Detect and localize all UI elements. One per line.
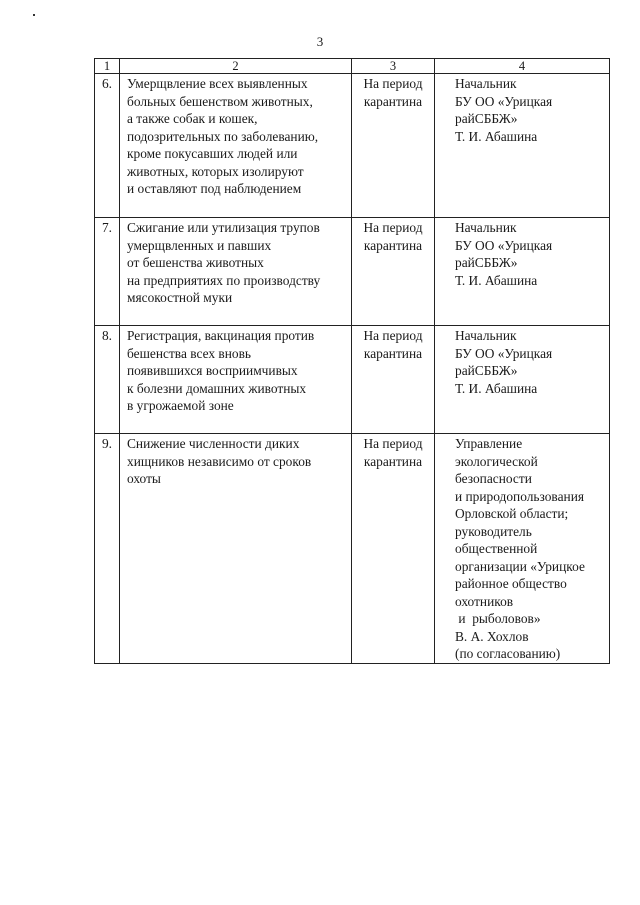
text-line: (по согласованию) bbox=[455, 646, 561, 661]
row-number: 6. bbox=[95, 74, 120, 218]
text-line: Начальник bbox=[455, 220, 517, 235]
text-line: и оставляют под наблюдением bbox=[127, 181, 302, 196]
text-line: и рыболовов» bbox=[455, 611, 541, 626]
text-line: На период bbox=[363, 76, 423, 91]
text-line: Сжигание или утилизация трупов bbox=[127, 220, 320, 235]
text-line: Умерщвление всех выявленных bbox=[127, 76, 308, 91]
text-line: общественной bbox=[455, 541, 538, 556]
text-line: а также собак и кошек, bbox=[127, 111, 258, 126]
text-line: безопасности bbox=[455, 471, 532, 486]
text-line: карантина bbox=[363, 453, 423, 469]
header-col-4: 4 bbox=[435, 59, 610, 74]
text-line: На период bbox=[363, 220, 423, 235]
text-line: БУ ОО «Урицкая bbox=[455, 345, 553, 361]
text-line: На период bbox=[363, 436, 423, 451]
responsible-party bbox=[435, 218, 610, 326]
text-line: подозрительных по заболеванию, bbox=[127, 128, 319, 144]
text-line: Орловской области; bbox=[455, 506, 569, 521]
text-line: В. А. Хохлов bbox=[455, 628, 529, 644]
table-row bbox=[95, 74, 610, 218]
header-col-2: 2 bbox=[120, 59, 352, 74]
measure-description bbox=[120, 74, 352, 218]
text-line: в угрожаемой зоне bbox=[127, 398, 234, 413]
text-line: охоты bbox=[127, 471, 161, 486]
measure-term bbox=[352, 326, 435, 434]
text-line: мясокостной муки bbox=[127, 290, 233, 305]
scan-speck bbox=[33, 14, 35, 16]
page-number: 3 bbox=[316, 34, 324, 49]
responsible-party bbox=[435, 74, 610, 218]
text-line: кроме покусавших людей или bbox=[127, 146, 298, 161]
text-line: БУ ОО «Урицкая bbox=[455, 93, 553, 109]
table-header-row bbox=[95, 59, 610, 74]
text-line: Снижение численности диких bbox=[127, 436, 300, 451]
text-line: райСББЖ» bbox=[455, 363, 518, 378]
measures-table bbox=[94, 58, 610, 664]
text-line: организации «Урицкое bbox=[455, 558, 585, 574]
text-line: Т. И. Абашина bbox=[455, 128, 538, 144]
text-line: хищников независимо от сроков bbox=[127, 453, 312, 469]
row-number: 7. bbox=[95, 218, 120, 326]
text-line: животных, которых изолируют bbox=[127, 163, 304, 179]
text-line: Начальник bbox=[455, 328, 517, 343]
measure-term bbox=[352, 434, 435, 664]
text-line: Т. И. Абашина bbox=[455, 380, 538, 396]
text-line: карантина bbox=[363, 345, 423, 361]
text-line: больных бешенством животных, bbox=[127, 93, 313, 109]
text-line: районное общество bbox=[455, 576, 567, 591]
table-row bbox=[95, 218, 610, 326]
table-row bbox=[95, 434, 610, 664]
text-line: Регистрация, вакцинация против bbox=[127, 328, 315, 343]
text-line: райСББЖ» bbox=[455, 255, 518, 270]
measure-description bbox=[120, 218, 352, 326]
text-line: руководитель bbox=[455, 523, 532, 539]
header-col-3: 3 bbox=[352, 59, 435, 74]
text-line: карантина bbox=[363, 237, 423, 253]
text-line: бешенства всех вновь bbox=[127, 345, 252, 361]
text-line: Управление bbox=[455, 436, 523, 451]
text-line: Начальник bbox=[455, 76, 517, 91]
text-line: от бешенства животных bbox=[127, 255, 264, 270]
header-col-1: 1 bbox=[95, 59, 120, 74]
text-line: к болезни домашних животных bbox=[127, 380, 307, 396]
table-row bbox=[95, 326, 610, 434]
responsible-party bbox=[435, 434, 610, 664]
measure-term bbox=[352, 218, 435, 326]
text-line: На период bbox=[363, 328, 423, 343]
text-line: экологической bbox=[455, 453, 538, 469]
text-line: на предприятиях по производству bbox=[127, 272, 321, 288]
text-line: БУ ОО «Урицкая bbox=[455, 237, 553, 253]
measure-term bbox=[352, 74, 435, 218]
text-line: карантина bbox=[363, 93, 423, 109]
text-line: охотников bbox=[455, 593, 514, 609]
text-line: райСББЖ» bbox=[455, 111, 518, 126]
text-line: появившихся восприимчивых bbox=[127, 363, 298, 378]
text-line: Т. И. Абашина bbox=[455, 272, 538, 288]
measure-description bbox=[120, 326, 352, 434]
text-line: и природопользования bbox=[455, 488, 585, 504]
row-number: 8. bbox=[95, 326, 120, 434]
measure-description bbox=[120, 434, 352, 664]
row-number: 9. bbox=[95, 434, 120, 664]
responsible-party bbox=[435, 326, 610, 434]
text-line: умерщвленных и павших bbox=[127, 237, 272, 253]
